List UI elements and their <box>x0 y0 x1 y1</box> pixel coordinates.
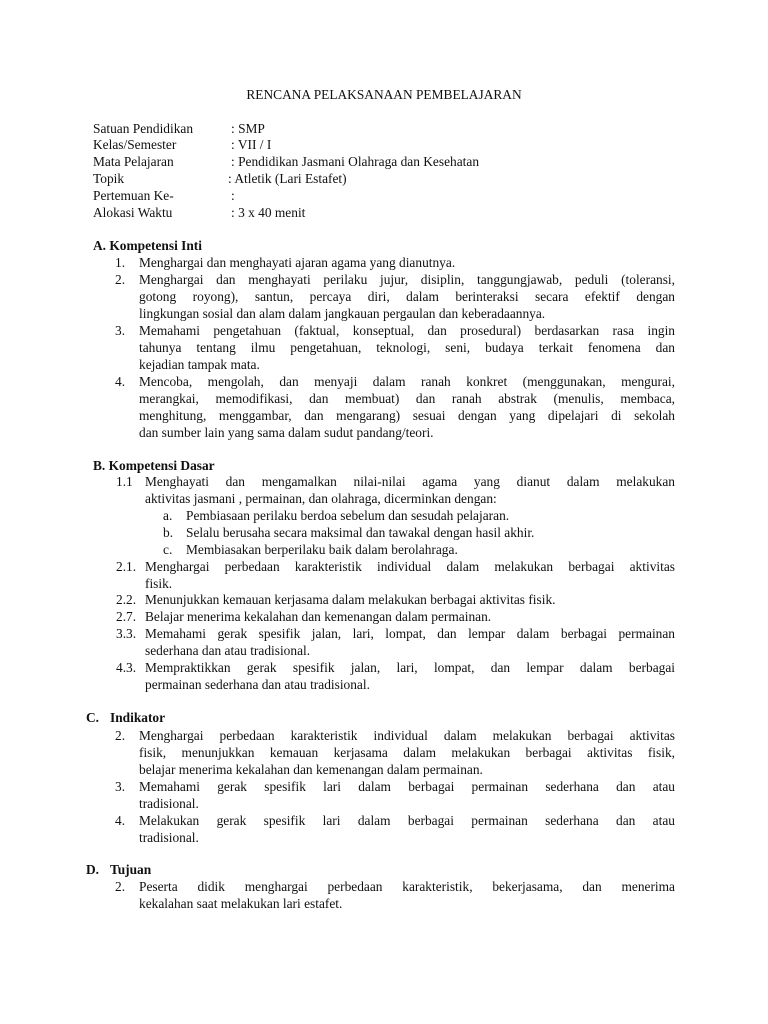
list-item-line: Menghargai dan menghayati perilaku jujur, disiplin, tanggungjawab, peduli (toleransi, <box>139 272 675 287</box>
list-item-number: 3. <box>115 323 126 338</box>
list-item-line: fisik, menunjukkan kemauan kerjasama dalam melakukan berbagai aktivitas fisik, <box>139 745 675 760</box>
list-item-line: kejadian tampak mata. <box>139 357 260 372</box>
list-item-line: tahunya tentang ilmu pengetahuan, teknologi, seni, budaya terkait fenomena dan <box>139 340 675 355</box>
list-item-number: 2.1. <box>116 559 137 574</box>
value-kelas-semester: : VII / I <box>231 137 272 152</box>
list-item-line: Belajar menerima kekalahan dan kemenangan dalam permainan. <box>145 609 492 624</box>
list-item-line: lingkungan sosial dan alam dalam jangkauan pergaulan dan keberadaannya. <box>139 306 546 321</box>
list-item-number: 2. <box>115 272 126 287</box>
list-item-number: 2.2. <box>116 592 137 607</box>
list-item-line: gotong royong), santun, percaya diri, dalam berinteraksi secara efektif dengan <box>139 289 675 304</box>
list-item-line: Menghargai dan menghayati ajaran agama yang dianutnya. <box>139 255 456 270</box>
sub-item-line: Pembiasaan perilaku berdoa sebelum dan sesudah pelajaran. <box>186 508 510 523</box>
section-heading-kompetensi-inti: A. Kompetensi Inti <box>93 238 202 253</box>
list-item-number: 1. <box>115 255 126 270</box>
list-item-line: menghitung, menggambar, dan mengarang) sesuai dengan yang dipelajari di sekolah <box>139 408 675 423</box>
list-item-number: 2.7. <box>116 609 137 624</box>
list-item-number: 3. <box>115 779 126 794</box>
list-item-line: dan sumber lain yang sama dalam sudut pandang/teori. <box>139 425 434 440</box>
list-item-line: Menunjukkan kemauan kerjasama dalam melakukan berbagai aktivitas fisik. <box>145 592 556 607</box>
sub-item-line: Selalu berusaha secara maksimal dan tawakal dengan hasil akhir. <box>186 525 535 540</box>
label-mata-pelajaran: Mata Pelajaran <box>93 154 174 169</box>
label-alokasi-waktu: Alokasi Waktu <box>93 205 173 220</box>
list-item-line: kekalahan saat melakukan lari estafet. <box>139 896 343 911</box>
list-item-line: merangkai, memodifikasi, dan membuat) dan ranah abstrak (menulis, membaca, <box>139 391 675 406</box>
list-item-number: 2. <box>115 879 126 894</box>
section-letter-tujuan: D. <box>86 862 100 877</box>
list-item-number: 1.1 <box>116 474 133 489</box>
list-item-number: 4.3. <box>116 660 137 675</box>
value-topik: : Atletik (Lari Estafet) <box>228 171 347 186</box>
section-letter-indikator: C. <box>86 710 100 725</box>
list-item-line: tradisional. <box>139 796 199 811</box>
list-item-line: Menghayati dan mengamalkan nilai-nilai agama yang dianut dalam melakukan <box>145 474 675 489</box>
list-item-line: Menghargai perbedaan karakteristik individual dalam melakukan berbagai aktivitas <box>145 559 675 574</box>
list-item-line: sederhana dan atau tradisional. <box>145 643 311 658</box>
value-alokasi-waktu: : 3 x 40 menit <box>231 205 306 220</box>
list-item-line: permainan sederhana dan atau tradisional. <box>145 677 370 692</box>
label-pertemuan: Pertemuan Ke- <box>93 188 174 203</box>
list-item-number: 4. <box>115 813 126 828</box>
section-heading-kompetensi-dasar: B. Kompetensi Dasar <box>93 458 215 473</box>
list-item-line: Memahami pengetahuan (faktual, konseptual, dan prosedural) berdasarkan rasa ingin <box>139 323 675 338</box>
list-item-number: 3.3. <box>116 626 137 641</box>
list-item-number: 2. <box>115 728 126 743</box>
list-item-line: Melakukan gerak spesifik lari dalam berbagai permainan sederhana dan atau <box>139 813 675 828</box>
label-topik: Topik <box>93 171 125 186</box>
list-item-line: fisik. <box>145 576 173 591</box>
label-kelas-semester: Kelas/Semester <box>93 137 177 152</box>
value-satuan-pendidikan: : SMP <box>231 121 265 136</box>
list-item-line: tradisional. <box>139 830 199 845</box>
list-item-number: 4. <box>115 374 126 389</box>
sub-item-line: Membiasakan berperilaku baik dalam berolahraga. <box>186 542 458 557</box>
list-item-line: Memahami gerak spesifik lari dalam berbagai permainan sederhana dan atau <box>139 779 675 794</box>
section-heading-tujuan: Tujuan <box>110 862 152 877</box>
list-item-line: Menghargai perbedaan karakteristik individual dalam melakukan berbagai aktivitas <box>139 728 675 743</box>
list-item-line: Memahami gerak spesifik jalan, lari, lompat, dan lempar dalam berbagai permainan <box>145 626 675 641</box>
sub-item-letter: c. <box>163 542 173 557</box>
value-mata-pelajaran: : Pendidikan Jasmani Olahraga dan Kesehatan <box>231 154 480 169</box>
section-heading-indikator: Indikator <box>110 710 166 725</box>
list-item-line: Mencoba, mengolah, dan menyaji dalam ranah konkret (menggunakan, mengurai, <box>139 374 675 389</box>
list-item-line: Peserta didik menghargai perbedaan karakteristik, bekerjasama, dan menerima <box>139 879 675 894</box>
sub-item-letter: a. <box>163 508 173 523</box>
value-pertemuan: : <box>231 188 235 203</box>
label-satuan-pendidikan: Satuan Pendidikan <box>93 121 194 136</box>
list-item-line: aktivitas jasmani , permainan, dan olahraga, dicerminkan dengan: <box>145 491 497 506</box>
document-title: RENCANA PELAKSANAAN PEMBELAJARAN <box>246 87 522 102</box>
list-item-line: Mempraktikkan gerak spesifik jalan, lari, lompat, dan lempar dalam berbagai <box>145 660 675 675</box>
sub-item-letter: b. <box>163 525 174 540</box>
list-item-line: belajar menerima kekalahan dan kemenangan dalam permainan. <box>139 762 483 777</box>
